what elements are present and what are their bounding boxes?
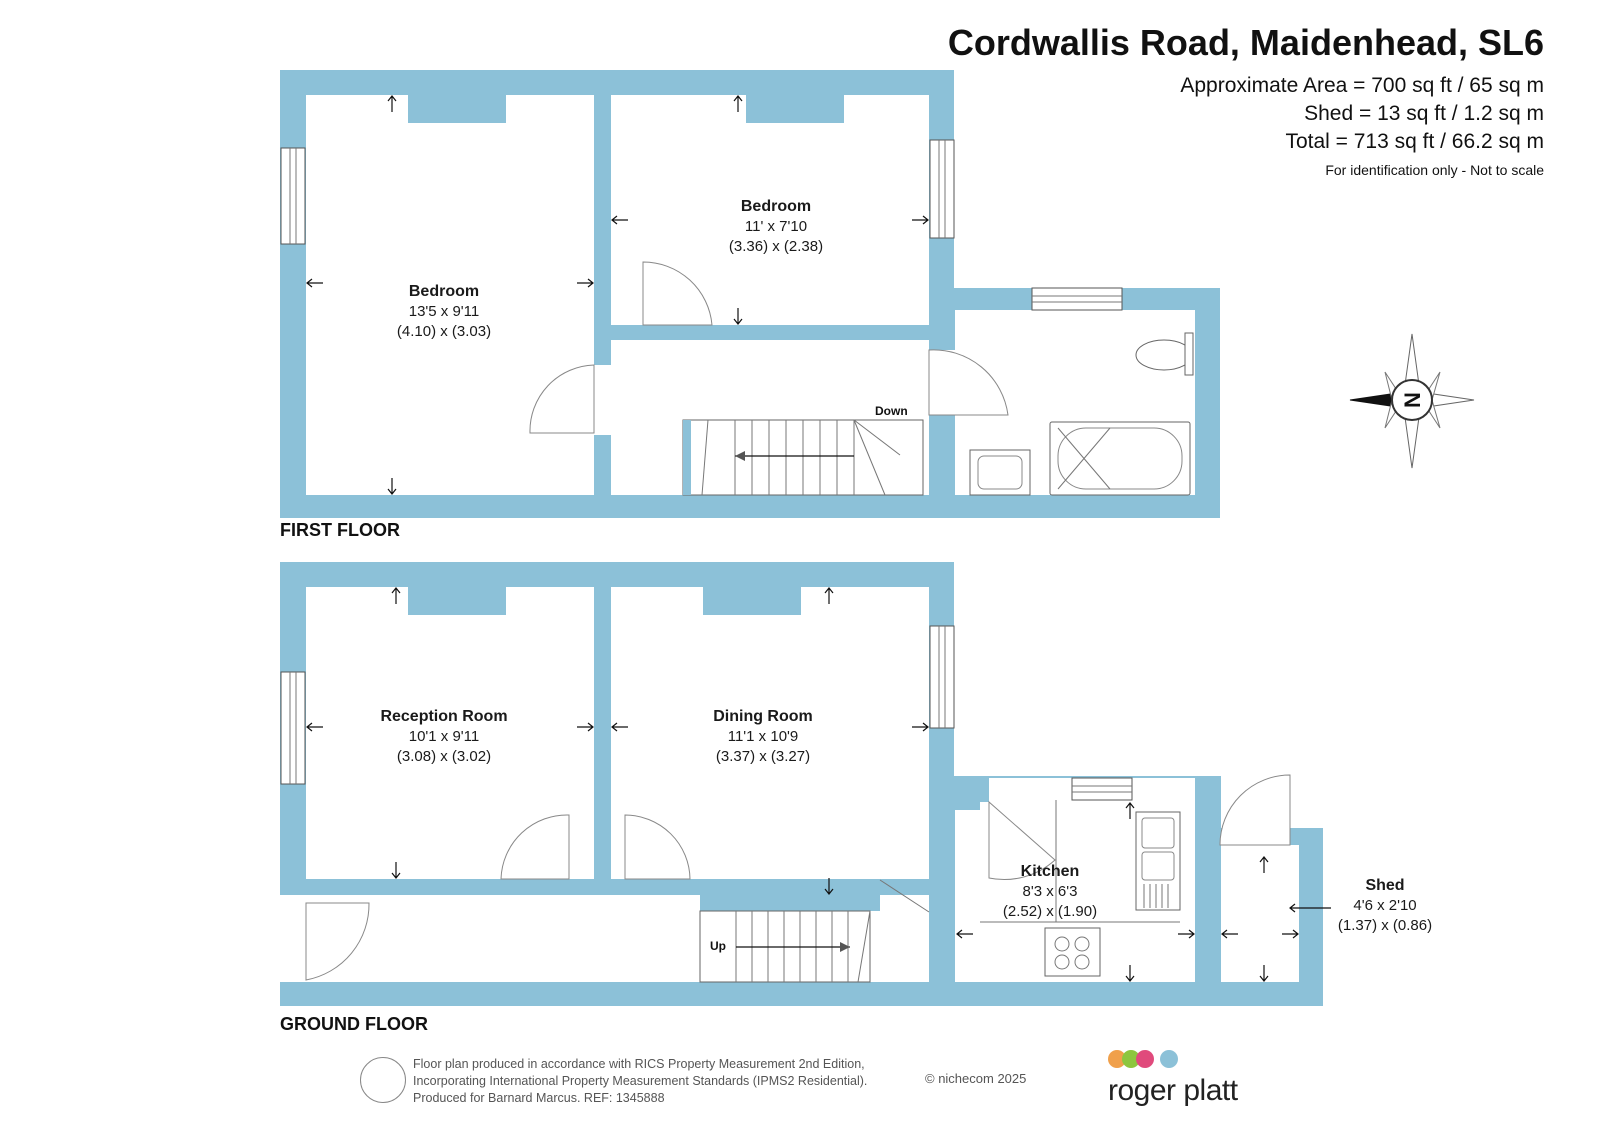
chimney-breast: [408, 587, 506, 615]
door-swing: [1220, 775, 1290, 845]
ground-floor-plan: [280, 562, 1432, 1034]
wall-stub: [929, 776, 989, 802]
room-imperial-size: 10'1 x 9'11: [408, 728, 480, 745]
room-name: Bedroom: [740, 198, 812, 215]
wall-stub: [611, 325, 643, 340]
footer-line: Produced for Barnard Marcus. REF: 1345888: [413, 1091, 665, 1105]
room-imperial-size: 4'6 x 2'10: [1353, 897, 1417, 914]
copyright-notice: © nichecom 2025: [925, 1071, 1027, 1086]
disclaimer-note: For identification only - Not to scale: [1325, 162, 1544, 178]
room-imperial-size: 11'1 x 10'9: [727, 728, 799, 745]
kitchen-shed-partition: [1195, 845, 1221, 982]
room-metric-size: (3.37) x (3.27): [715, 748, 811, 765]
room-imperial-size: 11' x 7'10: [744, 218, 808, 235]
bedroom-1-door-opening: [594, 365, 611, 435]
brand-name: roger platt: [1108, 1074, 1238, 1107]
svg-text:N: N: [1400, 392, 1425, 408]
room-name: Kitchen: [1020, 863, 1080, 880]
first-floor-label: FIRST FLOOR: [280, 520, 400, 540]
wall-stub: [306, 879, 501, 895]
agent-logo: [1108, 1050, 1238, 1108]
footer-line: Floor plan produced in accordance with RICS Property Measurement 2nd Edition,: [413, 1057, 865, 1071]
footer-notes: [413, 1056, 867, 1107]
window: [281, 672, 305, 784]
shed-floor: [1221, 845, 1299, 982]
approximate-area: Approximate Area = 700 sq ft / 65 sq m: [1180, 74, 1544, 97]
window: [930, 140, 954, 238]
room-name: Reception Room: [380, 708, 508, 725]
ground-floor-label: GROUND FLOOR: [280, 1014, 428, 1034]
room-imperial-size: 8'3 x 6'3: [1022, 883, 1078, 900]
footer-line: Incorporating International Property Measurement Standards (IPMS2 Residential).: [413, 1074, 868, 1088]
room-metric-size: (4.10) x (3.03): [396, 323, 492, 340]
window: [1072, 778, 1132, 800]
window: [281, 148, 305, 244]
wall-stub: [929, 895, 955, 982]
shed-area: Shed = 13 sq ft / 1.2 sq m: [1304, 102, 1544, 125]
room-imperial-size: 13'5 x 9'11: [408, 303, 480, 320]
chimney-breast: [408, 95, 506, 123]
front-door-opening: [280, 895, 306, 982]
first-floor-plan: [280, 70, 1220, 540]
room-metric-size: (2.52) x (1.90): [1002, 903, 1098, 920]
room-name: Shed: [1365, 877, 1405, 894]
window: [930, 626, 954, 728]
chimney-breast: [746, 95, 844, 123]
wall-stub: [690, 879, 710, 895]
chimney-breast: [703, 587, 801, 615]
stairs-down-label: Down: [875, 404, 908, 418]
wall-stub: [569, 879, 625, 895]
hob-icon: [1045, 928, 1100, 976]
property-title: Cordwallis Road, Maidenhead, SL6: [947, 22, 1544, 63]
room-name: Dining Room: [713, 708, 813, 725]
stairs-up-label: Up: [710, 939, 726, 953]
compass-rose-icon: [1350, 334, 1474, 468]
wall-stub: [712, 325, 929, 340]
room-metric-size: (1.37) x (0.86): [1337, 917, 1433, 934]
room-metric-size: (3.08) x (3.02): [396, 748, 492, 765]
person-scale-icon: [360, 1057, 406, 1103]
brand-dots: [1108, 1050, 1238, 1072]
room-name: Bedroom: [408, 283, 480, 300]
toilet-icon: [1136, 340, 1192, 370]
total-area: Total = 713 sq ft / 66.2 sq m: [1285, 130, 1544, 153]
room-metric-size: (3.36) x (2.38): [728, 238, 824, 255]
staircase: [683, 420, 923, 495]
window: [1032, 288, 1122, 310]
wall-stub: [700, 895, 880, 911]
